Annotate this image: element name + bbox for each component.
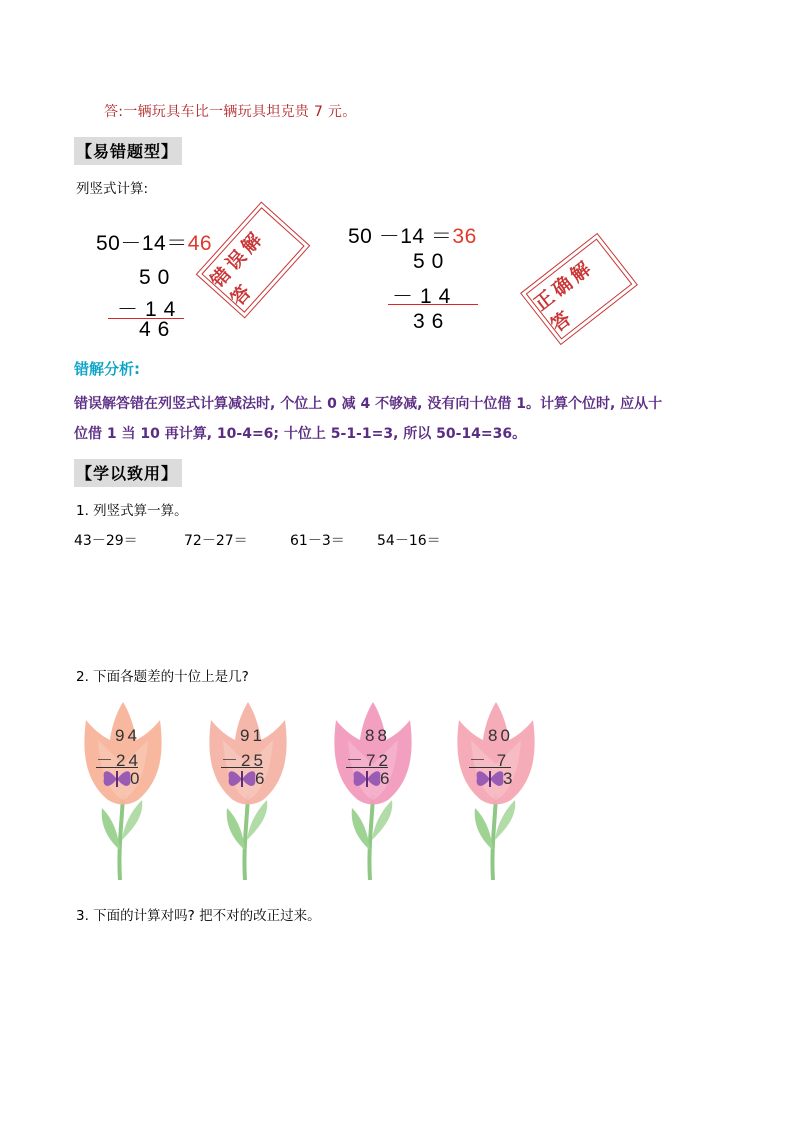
- tulip-ones-digit: 6: [380, 769, 393, 788]
- right-equation-text: 50 －14 ＝: [348, 225, 453, 248]
- tulip-rule: [221, 767, 263, 768]
- right-equation: [348, 220, 477, 250]
- analysis-title: 错解分析:: [74, 360, 140, 378]
- wrong-vertical-bottom: 46: [139, 318, 177, 341]
- q1-item-4: 54－16＝: [377, 533, 441, 549]
- butterfly-icon: [229, 771, 256, 787]
- question-1: 1. 列竖式算一算。: [76, 503, 188, 519]
- answer-text: 答:一辆玩具车比一辆玩具坦克贵 7 元。: [104, 104, 357, 120]
- section-title-apply: 【学以致用】: [74, 459, 182, 487]
- tulip-rule: [346, 767, 388, 768]
- tulip-ones-digit: 3: [503, 769, 516, 788]
- wrong-answer-stamp: 错误解答: [201, 207, 304, 313]
- tulip-subtrahend: －25: [221, 751, 266, 770]
- q1-item-1: 43－29＝: [74, 533, 138, 549]
- question-2: 2. 下面各题差的十位上是几?: [76, 669, 249, 685]
- question-3: 3. 下面的计算对吗? 把不对的改正过来。: [76, 908, 321, 924]
- q1-item-2: 72－27＝: [184, 533, 248, 549]
- section-title-errors: 【易错题型】: [74, 137, 182, 165]
- instruction-text: 列竖式计算:: [76, 181, 149, 197]
- wrong-vertical-top: 50: [139, 266, 177, 289]
- tulip-rule: [469, 767, 511, 768]
- analysis-line-1: 错误解答错在列竖式计算减法时, 个位上 0 减 4 不够减, 没有向十位借 1。计算个位时, 应从十: [74, 396, 663, 412]
- butterfly-icon: [477, 771, 504, 787]
- q1-item-3: 61－3＝: [290, 533, 345, 549]
- tulip-subtrahend: －72: [346, 751, 391, 770]
- tulip-subtrahend: － 7: [469, 751, 510, 770]
- right-vertical-minus: －14: [392, 285, 458, 308]
- tulip-subtrahend: －24: [96, 751, 141, 770]
- tulip-minuend: 80: [488, 726, 513, 745]
- wrong-vertical-minus: －14: [117, 298, 183, 321]
- tulip-minuend: 94: [115, 726, 140, 745]
- right-vertical-rule: [388, 304, 478, 305]
- butterfly-icon: [104, 771, 131, 787]
- tulip-rule: [96, 767, 138, 768]
- tulip-ones-digit: 6: [255, 769, 268, 788]
- wrong-equation-text: 50－14＝: [96, 232, 188, 255]
- wrong-equation: [96, 227, 212, 257]
- butterfly-icon: [354, 771, 381, 787]
- right-equation-result: 36: [452, 225, 477, 248]
- right-vertical-bottom: 36: [413, 310, 451, 333]
- wrong-equation-result: 46: [187, 232, 213, 255]
- analysis-line-2: 位借 1 当 10 再计算, 10-4=6; 十位上 5-1-1=3, 所以 50-14=36。: [74, 426, 527, 442]
- tulip-minuend: 91: [240, 726, 265, 745]
- right-answer-stamp: 正确解答: [526, 238, 633, 339]
- tulip-ones-digit: 0: [130, 769, 143, 788]
- tulip-minuend: 88: [365, 726, 390, 745]
- right-vertical-top: 50: [413, 250, 451, 273]
